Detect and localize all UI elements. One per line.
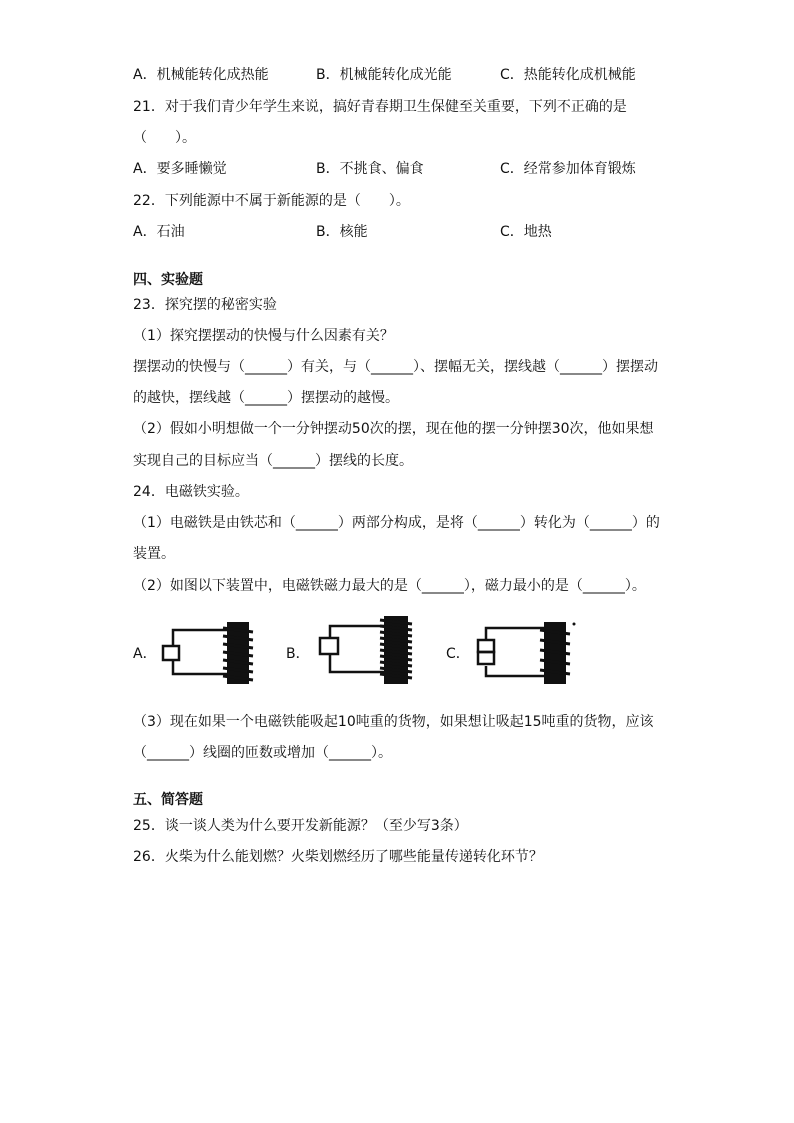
q23-part1: （1）探究摆摆动的快慢与什么因素有关？ xyxy=(133,328,394,344)
electromagnet-figure-b xyxy=(312,614,422,686)
q23-stem: 23．探究摆的秘密实验 xyxy=(133,297,277,313)
q22-option-b: B．核能 xyxy=(316,224,368,240)
electromagnet-figure-c xyxy=(470,618,582,688)
q26-stem: 26．火柴为什么能划燃？火柴划燃经历了哪些能量传递转化环节？ xyxy=(133,849,543,865)
q21-stem: 21．对于我们青少年学生来说，搞好青春期卫生保健至关重要，下列不正确的是 xyxy=(133,99,627,115)
section-four-title: 四、实验题 xyxy=(133,272,203,288)
q20-option-a: A．机械能转化成热能 xyxy=(133,67,269,83)
q21-option-a: A．要多睡懒觉 xyxy=(133,161,227,177)
q21-option-c: C．经常参加体育锻炼 xyxy=(500,161,636,177)
q24-part3-line2: （______）线圈的匝数或增加（______）。 xyxy=(133,745,392,761)
q23-part2-line1: （2）假如小明想做一个一分钟摆动50次的摆，现在他的摆一分钟摆30次，他如果想 xyxy=(133,421,654,437)
electromagnet-figure-a xyxy=(155,618,265,688)
q24-part3-line1: （3）现在如果一个电磁铁能吸起10吨重的货物，如果想让吸起15吨重的货物，应该 xyxy=(133,714,654,730)
figure-a-label: A． xyxy=(133,646,157,662)
q23-part1-line2: 的越快，摆线越（______）摆摆动的越慢。 xyxy=(133,390,399,406)
q23-part2-line2: 实现自己的目标应当（______）摆线的长度。 xyxy=(133,453,413,469)
q22-option-a: A．石油 xyxy=(133,224,185,240)
q22-stem: 22．下列能源中不属于新能源的是（ ）。 xyxy=(133,193,410,209)
figure-c-label: C． xyxy=(446,646,470,662)
section-five-title: 五、简答题 xyxy=(133,792,203,808)
q24-stem: 24．电磁铁实验。 xyxy=(133,484,249,500)
figure-b-label: B． xyxy=(286,646,310,662)
q20-option-c: C．热能转化成机械能 xyxy=(500,67,636,83)
q21-option-b: B．不挑食、偏食 xyxy=(316,161,424,177)
q25-stem: 25．谈一谈人类为什么要开发新能源？（至少写3条） xyxy=(133,818,468,834)
q20-option-b: B．机械能转化成光能 xyxy=(316,67,452,83)
q24-part1-line2: 装置。 xyxy=(133,546,175,562)
q23-part1-line1: 摆摆动的快慢与（______）有关，与（______）、摆幅无关，摆线越（______）摆摆动 xyxy=(133,359,658,375)
q21-stem-continued: （ ）。 xyxy=(133,130,196,146)
q22-option-c: C．地热 xyxy=(500,224,552,240)
q24-part1-line1: （1）电磁铁是由铁芯和（______）两部分构成，是将（______）转化为（______）的 xyxy=(133,515,660,531)
q24-part2: （2）如图以下装置中，电磁铁磁力最大的是（______），磁力最小的是（______）。 xyxy=(133,578,646,594)
